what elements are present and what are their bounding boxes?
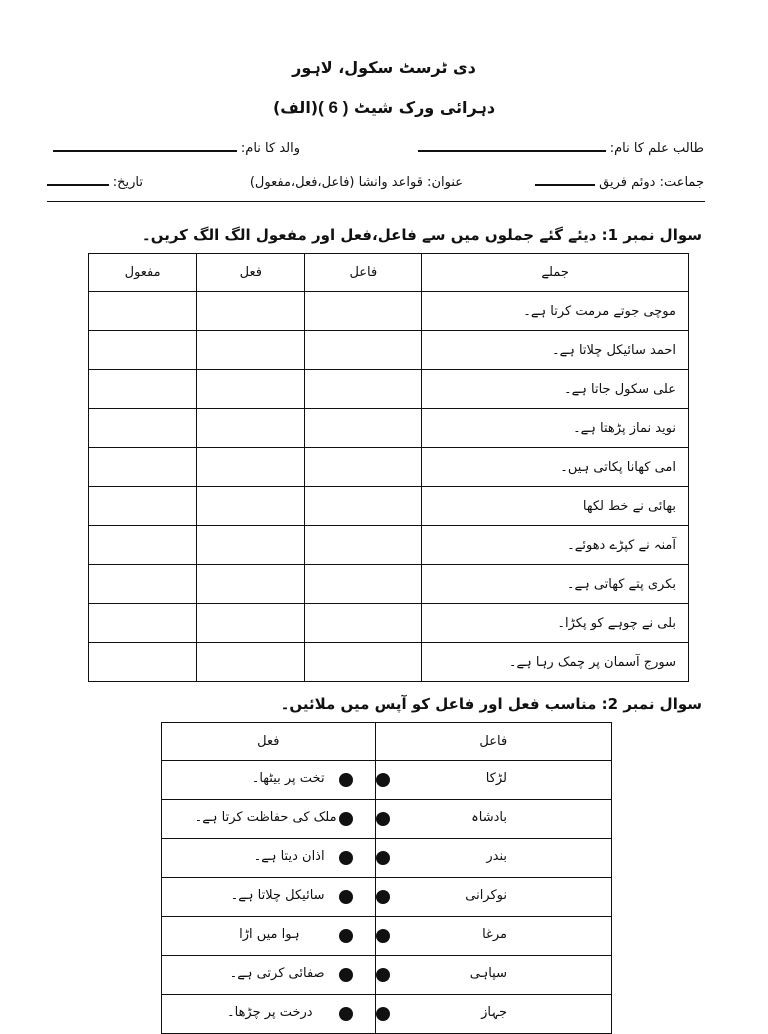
match-dot[interactable] xyxy=(339,1007,353,1021)
q1-verb-cell[interactable] xyxy=(197,526,305,565)
match-dot[interactable] xyxy=(376,851,390,865)
school-name: دی ٹرسٹ سکول، لاہور xyxy=(292,58,476,77)
match-dot[interactable] xyxy=(339,851,353,865)
q2-subject: مرغا xyxy=(482,927,507,942)
q1-header-object: مفعول xyxy=(89,254,197,292)
q1-subject-cell[interactable] xyxy=(305,487,422,526)
q2-verb: تخت پر بیٹھا۔ xyxy=(251,771,325,786)
q1-object-cell[interactable] xyxy=(89,565,197,604)
table-row xyxy=(162,839,612,878)
q1-sentence: آمنہ نے کپڑے دھوئے۔ xyxy=(422,526,689,565)
table-row xyxy=(89,448,689,487)
q2-verb-cell xyxy=(162,995,376,1034)
q2-header-verb: فعل xyxy=(162,723,376,761)
q2-verb-cell xyxy=(162,917,376,956)
worksheet-number: ( 6 ) xyxy=(318,98,349,117)
q1-header-subject: فاعل xyxy=(305,254,422,292)
student-name-label: طالب علم کا نام: xyxy=(609,141,704,156)
match-dot[interactable] xyxy=(376,1007,390,1021)
q1-object-cell[interactable] xyxy=(89,643,197,682)
q2-subject-cell xyxy=(375,878,611,917)
match-dot[interactable] xyxy=(376,773,390,787)
table-row xyxy=(162,761,612,800)
date-blank[interactable] xyxy=(47,184,109,186)
match-dot[interactable] xyxy=(339,968,353,982)
match-dot[interactable] xyxy=(339,812,353,826)
q2-verb: ہوا میں اڑا xyxy=(239,927,300,942)
q2-subject: لڑکا xyxy=(485,771,507,786)
table-row xyxy=(89,331,689,370)
table-row xyxy=(89,292,689,331)
q1-sentence: علی سکول جاتا ہے۔ xyxy=(422,370,689,409)
q1-sentence: موچی جوتے مرمت کرتا ہے۔ xyxy=(422,292,689,331)
q2-header-subject: فاعل xyxy=(375,723,611,761)
match-dot[interactable] xyxy=(339,773,353,787)
q2-verb: ملک کی حفاظت کرتا ہے۔ xyxy=(194,810,337,825)
father-name-blank[interactable] xyxy=(53,150,237,152)
table-row xyxy=(162,800,612,839)
match-dot[interactable] xyxy=(339,929,353,943)
q1-verb-cell[interactable] xyxy=(197,370,305,409)
q2-subject-cell xyxy=(375,761,611,800)
table-row xyxy=(89,409,689,448)
father-name-field xyxy=(53,141,300,156)
q1-subject-cell[interactable] xyxy=(305,526,422,565)
q1-sentence: بکری پتے کھاتی ہے۔ xyxy=(422,565,689,604)
table-row xyxy=(162,956,612,995)
q1-verb-cell[interactable] xyxy=(197,604,305,643)
q1-header-verb: فعل xyxy=(197,254,305,292)
q1-object-cell[interactable] xyxy=(89,448,197,487)
match-dot[interactable] xyxy=(376,812,390,826)
q2-verb-cell xyxy=(162,800,376,839)
table-row xyxy=(162,995,612,1034)
q2-title: سوال نمبر 2: مناسب فعل اور فاعل کو آپس میں ملائیں۔ xyxy=(280,695,702,713)
q1-verb-cell[interactable] xyxy=(197,565,305,604)
q1-subject-cell[interactable] xyxy=(305,292,422,331)
q1-subject-cell[interactable] xyxy=(305,565,422,604)
q2-subject: نوکرانی xyxy=(465,888,507,903)
q2-verb-cell xyxy=(162,878,376,917)
q1-sentence: نوید نماز پڑھتا ہے۔ xyxy=(422,409,689,448)
q1-subject-cell[interactable] xyxy=(305,604,422,643)
q2-verb: اذان دیتا ہے۔ xyxy=(253,849,325,864)
table-row xyxy=(89,643,689,682)
q2-verb-cell xyxy=(162,956,376,995)
q2-verb: صفائی کرتی ہے۔ xyxy=(229,966,325,981)
class-field xyxy=(535,175,704,190)
q1-table xyxy=(88,253,689,682)
match-dot[interactable] xyxy=(339,890,353,904)
table-row xyxy=(162,917,612,956)
q1-title: سوال نمبر 1: دیئے گئے جملوں میں سے فاعل،فعل اور مفعول الگ الگ کریں۔ xyxy=(141,226,702,244)
q1-verb-cell[interactable] xyxy=(197,643,305,682)
q1-subject-cell[interactable] xyxy=(305,331,422,370)
q1-verb-cell[interactable] xyxy=(197,487,305,526)
q2-subject: سپاہی xyxy=(469,966,507,981)
q2-subject-cell xyxy=(375,800,611,839)
q2-verb-cell xyxy=(162,839,376,878)
q1-object-cell[interactable] xyxy=(89,409,197,448)
q2-subject: بادشاہ xyxy=(471,810,507,825)
q1-sentence: امی کھانا پکاتی ہیں۔ xyxy=(422,448,689,487)
q1-verb-cell[interactable] xyxy=(197,409,305,448)
q2-subject-cell xyxy=(375,917,611,956)
q2-table xyxy=(161,722,612,1034)
table-row xyxy=(89,565,689,604)
student-name-field xyxy=(418,141,704,156)
q1-object-cell[interactable] xyxy=(89,487,197,526)
date-label: تاریخ: xyxy=(112,175,143,190)
q1-header-row xyxy=(89,254,689,292)
worksheet-alif: (الف) xyxy=(272,98,319,117)
date-field xyxy=(47,175,143,190)
q1-subject-cell[interactable] xyxy=(305,643,422,682)
q1-subject-cell[interactable] xyxy=(305,448,422,487)
q1-object-cell[interactable] xyxy=(89,526,197,565)
table-row xyxy=(162,878,612,917)
q1-sentence: احمد سائیکل چلاتا ہے۔ xyxy=(422,331,689,370)
father-name-label: والد کا نام: xyxy=(240,141,300,156)
q2-subject: جہاز xyxy=(481,1005,507,1020)
q1-verb-cell[interactable] xyxy=(197,331,305,370)
q1-object-cell[interactable] xyxy=(89,331,197,370)
q2-verb-cell xyxy=(162,761,376,800)
header-divider xyxy=(47,201,705,202)
q1-object-cell[interactable] xyxy=(89,292,197,331)
subject-label: عنوان: قواعد وانشا (فاعل،فعل،مفعول) xyxy=(249,175,463,190)
q2-verb: سائیکل چلاتا ہے۔ xyxy=(230,888,325,903)
worksheet-text: دہرائی ورک شیٹ xyxy=(353,98,496,117)
q1-sentence: بھائی نے خط لکھا xyxy=(422,487,689,526)
match-dot[interactable] xyxy=(376,890,390,904)
q2-subject: بندر xyxy=(486,849,507,864)
q2-subject-cell xyxy=(375,995,611,1034)
q1-object-cell[interactable] xyxy=(89,370,197,409)
student-name-blank[interactable] xyxy=(418,150,606,152)
table-row xyxy=(89,370,689,409)
match-dot[interactable] xyxy=(376,929,390,943)
class-label: جماعت: دوئم فریق xyxy=(599,175,704,190)
table-row xyxy=(89,487,689,526)
table-row xyxy=(89,526,689,565)
q1-sentence: بلی نے چوہے کو پکڑا۔ xyxy=(422,604,689,643)
q2-header-row xyxy=(162,723,612,761)
worksheet-title xyxy=(0,98,768,118)
table-row xyxy=(89,604,689,643)
q1-verb-cell[interactable] xyxy=(197,448,305,487)
class-blank[interactable] xyxy=(535,184,595,186)
q1-object-cell[interactable] xyxy=(89,604,197,643)
q2-subject-cell xyxy=(375,839,611,878)
match-dot[interactable] xyxy=(376,968,390,982)
q2-subject-cell xyxy=(375,956,611,995)
q1-subject-cell[interactable] xyxy=(305,370,422,409)
q1-header-sentence: جملے xyxy=(422,254,689,292)
q2-verb: درخت پر چڑھا۔ xyxy=(227,1005,313,1020)
q1-verb-cell[interactable] xyxy=(197,292,305,331)
q1-sentence: سورج آسمان پر چمک رہا ہے۔ xyxy=(422,643,689,682)
q1-subject-cell[interactable] xyxy=(305,409,422,448)
